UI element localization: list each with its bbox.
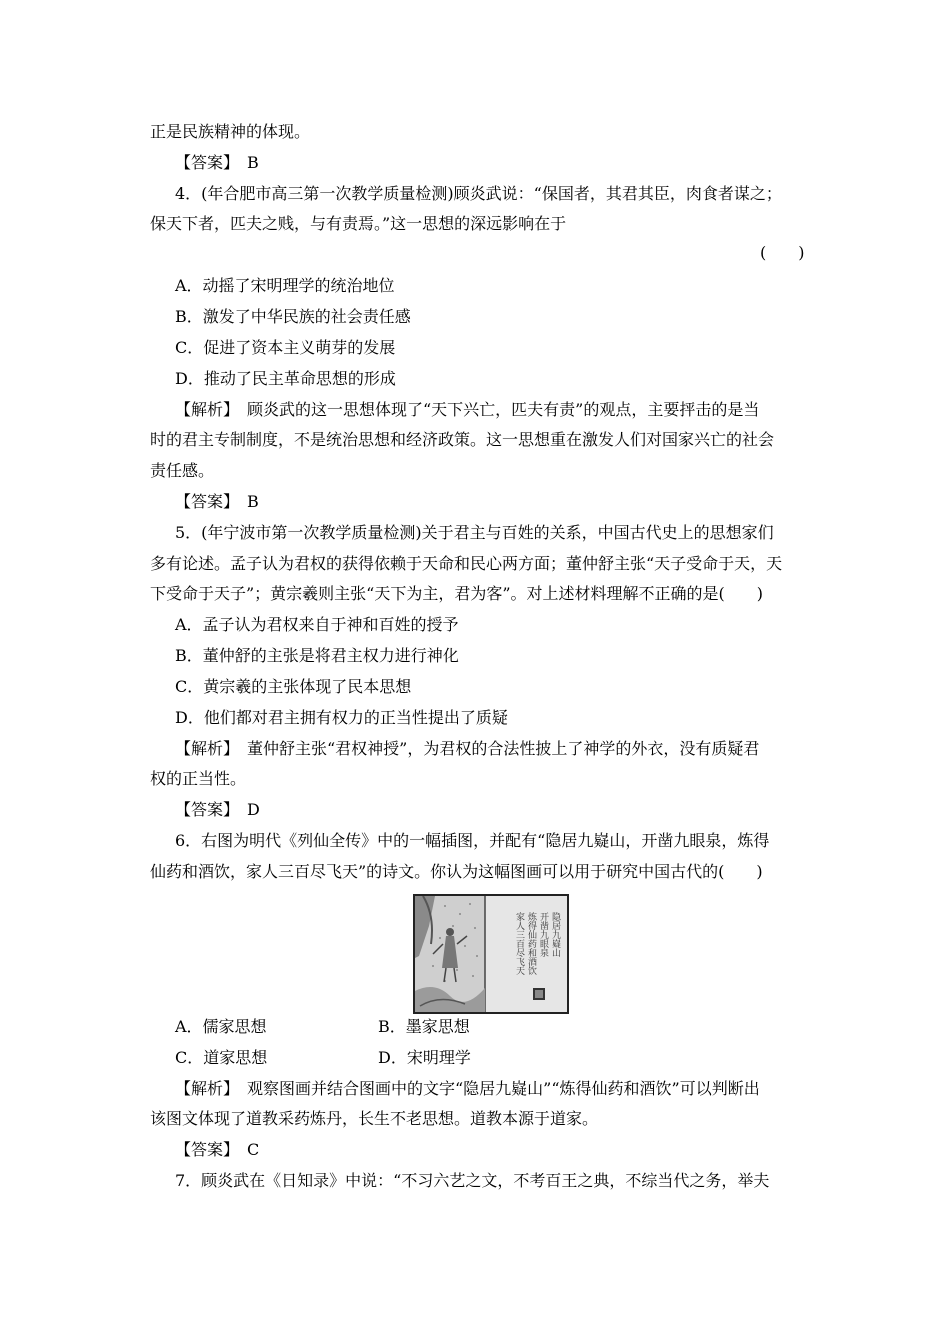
illustration-figure — [413, 894, 569, 1014]
answer-line: 【答案】 D — [175, 800, 260, 819]
option-d: D．他们都对君主拥有权力的正当性提出了质疑 — [175, 708, 508, 727]
option-c: C．道家思想 — [175, 1048, 268, 1067]
option-c: C．促进了资本主义萌芽的发展 — [175, 338, 396, 357]
question-4-line-2: 保天下者，匹夫之贱，与有责焉。”这一思想的深远影响在于 — [150, 214, 567, 233]
answer-bracket: ( ) — [760, 243, 805, 262]
option-a: A．孟子认为君权来自于神和百姓的授予 — [175, 615, 459, 634]
explanation-line-2: 时的君主专制制度，不是统治思想和经济政策。这一思想重在激发人们对国家兴亡的社会 — [150, 430, 775, 449]
option-c: C．黄宗羲的主张体现了民本思想 — [175, 677, 412, 696]
question-5-line-1: 5．(年宁波市第一次教学质量检测)关于君主与百姓的关系，中国古代史上的思想家们 — [175, 523, 774, 542]
explanation-line-3: 责任感。 — [150, 461, 215, 480]
paragraph-line: 正是民族精神的体现。 — [150, 122, 311, 141]
option-d: D．宋明理学 — [378, 1048, 471, 1067]
option-b: B．激发了中华民族的社会责任感 — [175, 307, 411, 326]
inscription-col-4: 家人三百尽飞天 — [514, 912, 524, 975]
option-d: D．推动了民主革命思想的形成 — [175, 369, 396, 388]
question-4-line-1: 4．(年合肥市高三第一次教学质量检测)顾炎武说：“保国者，其君其臣，肉食者谋之； — [175, 184, 782, 203]
inscription-col-3: 炼得仙药和酒饮 — [526, 912, 536, 975]
option-a: A．儒家思想 — [175, 1017, 267, 1036]
answer-line: 【答案】 B — [175, 153, 259, 172]
explanation-line-2: 该图文体现了道教采药炼丹，长生不老思想。道教本源于道家。 — [150, 1109, 599, 1128]
answer-line: 【答案】 C — [175, 1140, 260, 1159]
immortal-illustration — [415, 896, 567, 1012]
option-b: B．墨家思想 — [378, 1017, 470, 1036]
question-7-line-1: 7．顾炎武在《日知录》中说：“不习六艺之文，不考百王之典，不综当代之务，举夫 — [175, 1171, 770, 1190]
option-b: B．董仲舒的主张是将君主权力进行神化 — [175, 646, 459, 665]
explanation-line-1: 【解析】 观察图画并结合图画中的文字“隐居九嶷山”“炼得仙药和酒饮”可以判断出 — [175, 1079, 760, 1098]
explanation-line-2: 权的正当性。 — [150, 769, 247, 788]
inscription-col-1: 隐居九嶷山 — [550, 912, 560, 957]
answer-line: 【答案】 B — [175, 492, 259, 511]
explanation-line-1: 【解析】 顾炎武的这一思想体现了“天下兴亡，匹夫有责”的观点，主要抨击的是当 — [175, 400, 760, 419]
question-5-line-2: 多有论述。孟子认为君权的获得依赖于天命和民心两方面；董仲舒主张“天子受命于天，天 — [150, 554, 783, 573]
inscription-col-2: 开凿九眼泉 — [538, 912, 548, 957]
question-6-line-2: 仙药和酒饮，家人三百尽飞天”的诗文。你认为这幅图画可以用于研究中国古代的( ) — [150, 862, 763, 881]
explanation-line-1: 【解析】 董仲舒主张“君权神授”，为君权的合法性披上了神学的外衣，没有质疑君 — [175, 739, 760, 758]
question-6-line-1: 6．右图为明代《列仙全传》中的一幅插图，并配有“隐居九嶷山，开凿九眼泉，炼得 — [175, 831, 770, 850]
question-5-line-3: 下受命于天子”；黄宗羲则主张“天下为主，君为客”。对上述材料理解不正确的是( ) — [150, 584, 764, 603]
option-a: A．动摇了宋明理学的统治地位 — [175, 276, 395, 295]
